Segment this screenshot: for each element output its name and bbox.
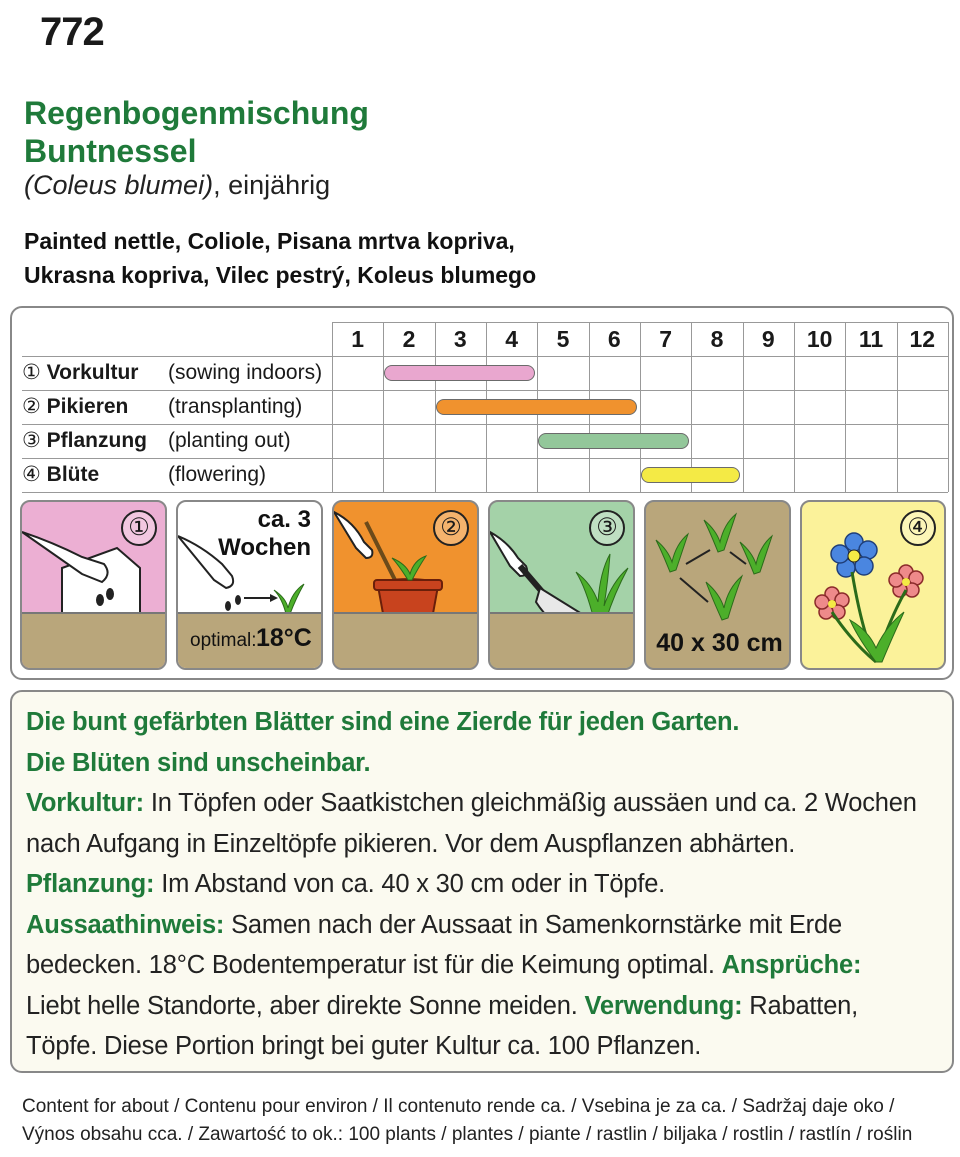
calendar-bar [538,433,688,449]
pflanzung-label: Pflanzung: [26,870,155,898]
row-translation: (planting out) [168,429,291,452]
headline-2: Die Blüten sind unscheinbar. [26,748,371,777]
calendar-row-label [22,356,323,390]
germination-duration-2: Wochen [218,534,311,561]
row-marker: ④ [22,463,47,486]
row-marker: ③ [22,429,47,452]
latin-name-line [24,170,330,201]
step-3-marker: ③ [589,510,625,546]
common-names-line-1: Painted nettle, Coliole, Pisana mrtva kopriva, [24,228,515,254]
step-4-marker: ④ [900,510,936,546]
headline-1: Die bunt gefärbten Blätter sind eine Zierde für jeden Garten. [26,708,740,736]
row-translation: (flowering) [168,463,267,486]
month-header: 3 [453,326,467,352]
aussaat-line-2 [26,945,938,986]
title-line-1: Regenbogenmischung [24,95,369,131]
aussaat-label: Aussaathinweis: [26,910,225,939]
pflanzung-line [26,864,938,905]
content-footer [22,1093,942,1149]
step-1-marker: ① [121,510,157,546]
sowing-calendar-panel [10,306,954,680]
spacing-label: 40 x 30 cm [656,629,783,657]
calendar-row-label [22,424,291,458]
vorkultur-text-a: In Töpfen oder Saatkistchen gleichmäßig aussäen und ca. 2 Wochen [143,789,917,817]
cultivation-text-box [10,690,954,1073]
product-title [24,94,369,170]
article-number: 772 [40,10,104,54]
vorkultur-line-1 [26,783,938,824]
month-header: 5 [556,326,570,352]
row-label: Pikieren [46,395,129,418]
row-label: Pflanzung [46,429,147,452]
row-translation: (transplanting) [168,395,303,418]
row-marker: ① [22,361,47,384]
calendar-bar [641,467,740,483]
footer-line-1: Content for about / Contenu pour environ / Il contenuto rende ca. / Vsebina je za ca. / Sadržaj daje oko / [22,1096,895,1117]
title-line-2: Buntnessel [24,133,197,169]
calendar-row-label [22,390,303,424]
month-header: 7 [659,326,673,352]
soil-2 [178,612,321,668]
grid-line-h [22,424,948,425]
aussaat-text-a: Samen nach der Aussaat in Samenkornstärke mit Erde [224,910,842,939]
pflanzung-text: Im Abstand von ca. 40 x 30 cm oder in Töpfe. [154,870,666,898]
pictogram-flowering [800,500,946,670]
month-header: 2 [402,326,416,352]
verwendung-text-a: Rabatten, [742,991,859,1020]
aussaat-text-b: bedecken. 18°C Bodentemperatur ist für die Keimung optimal. [26,951,722,979]
row-label: Vorkultur [46,361,139,384]
grid-line-v [948,322,949,492]
month-header: 11 [858,326,884,352]
optimal-temperature: 18°C [256,624,312,652]
calendar-bar [436,399,638,415]
month-header: 4 [505,326,519,352]
month-header: 12 [909,326,936,352]
germination-duration-1: ca. 3 [257,506,311,533]
row-label: Blüte [46,463,100,486]
soil-1 [22,612,165,668]
month-header: 6 [607,326,621,352]
optimal-label: optimal: [190,630,257,651]
row-translation: (sowing indoors) [168,361,323,384]
row-marker: ② [22,395,47,418]
grid-line-h [22,492,948,493]
verwendung-line: Töpfe. Diese Portion bringt bei guter Kultur ca. 100 Pflanzen. [26,1032,702,1060]
common-names-line-2: Ukrasna kopriva, Vilec pestrý, Koleus blumego [24,262,537,288]
pictogram-sowing [20,500,167,670]
sowing-calendar-grid [22,322,948,494]
step-2-marker: ② [433,510,469,546]
calendar-bar [384,365,534,381]
pictogram-spacing [644,500,791,670]
common-names [24,224,536,292]
month-header: 8 [710,326,724,352]
pictogram-transplanting [332,500,479,670]
grid-line-h [22,458,948,459]
vorkultur-line-2: nach Aufgang in Einzeltöpfe pikieren. Vor dem Auspflanzen abhärten. [26,829,796,858]
footer-line-2: Výnos obsahu cca. / Zawartość to ok.: 100 plants / plantes / piante / rastlin / biljaka / rostlin / rastlín / roślin [22,1124,913,1145]
ansprueche-label: Ansprüche: [721,951,862,979]
ansprueche-text: Liebt helle Standorte, aber direkte Sonne meiden. [26,991,585,1020]
month-header: 9 [761,326,775,352]
soil-4 [490,612,633,668]
aussaat-line-1 [26,905,938,946]
latin-name: (Coleus blumei) [24,170,214,200]
calendar-row-label [22,458,267,492]
grid-line-h [22,356,948,357]
soil-3 [334,612,477,668]
latin-suffix: , einjährig [213,170,331,200]
ansprueche-line [26,986,938,1027]
verwendung-label: Verwendung: [584,991,743,1020]
flowers-illustration [802,502,946,670]
grid-line-h [22,390,948,391]
vorkultur-label: Vorkultur: [26,789,144,817]
pictogram-planting-out [488,500,635,670]
month-header: 10 [806,326,833,352]
pictogram-germination [176,500,323,670]
month-header: 1 [351,326,365,352]
